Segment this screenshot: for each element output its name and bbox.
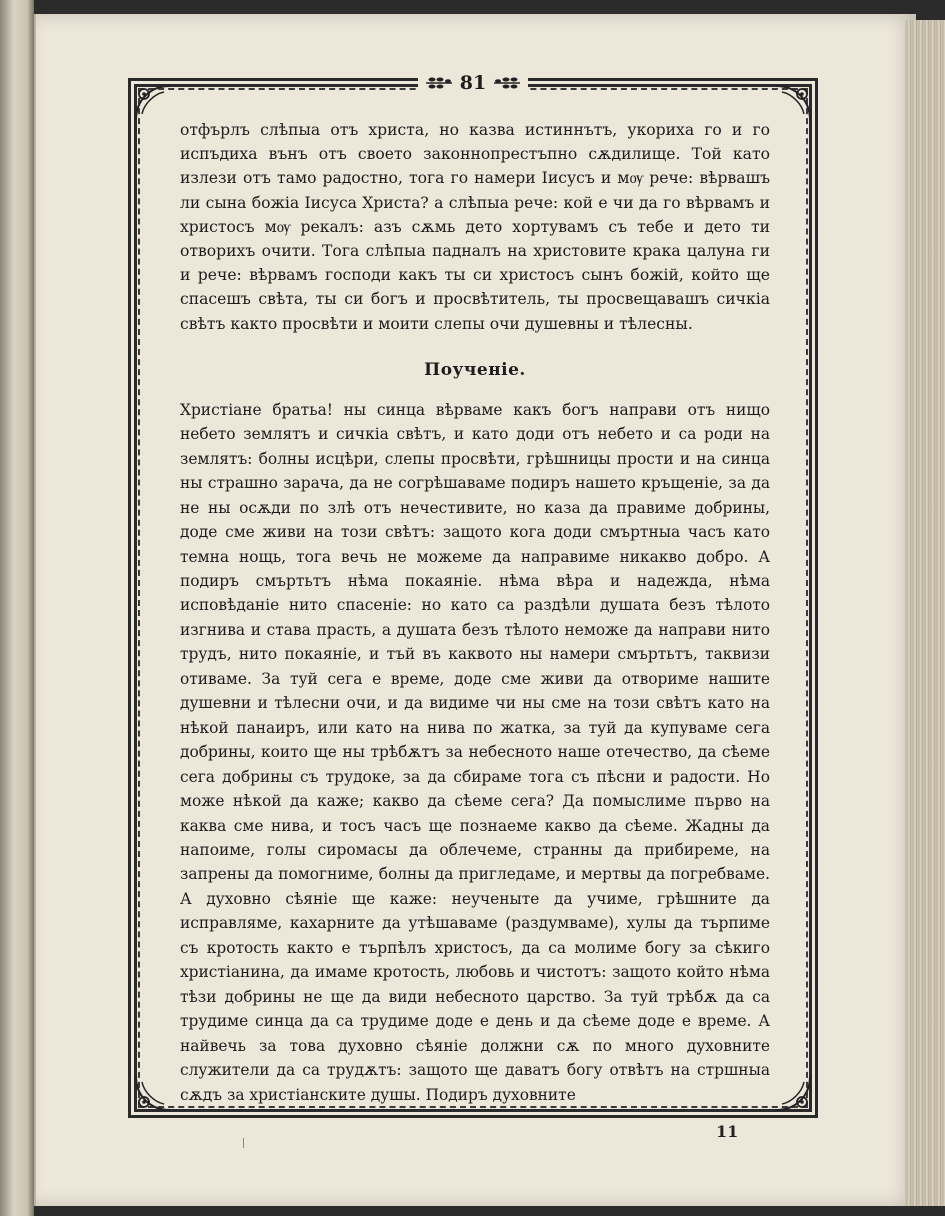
page-edges bbox=[905, 20, 945, 1206]
laurel-left-icon bbox=[424, 75, 454, 91]
signature-number: 11 bbox=[716, 1122, 739, 1141]
page-number: 81 bbox=[459, 72, 487, 94]
laurel-right-icon bbox=[492, 75, 522, 91]
scroll-corner-icon bbox=[130, 80, 176, 126]
print-mark bbox=[243, 1138, 244, 1148]
book-spine bbox=[0, 0, 34, 1216]
page-body bbox=[180, 118, 770, 1107]
scroll-corner-icon bbox=[130, 1070, 176, 1116]
scroll-corner-icon bbox=[770, 1070, 816, 1116]
page-header bbox=[418, 66, 528, 100]
scroll-corner-icon bbox=[770, 80, 816, 126]
sermon-paragraph: Христіане братьа! ны синца вѣрваме какъ богъ направи отъ нищо небето землятъ и сичкіа свѣтъ, и като доди отъ небето и са роди на землятъ: болны исцѣри, слепы просвѣти, грѣшницы прости и на синца ны страшно зарача, да не согрѣшаваме подиръ нашето кръщеніе, за да не ны осѫди по злѣ отъ нечестивите, но каза да правиме добрины, доде сме живи на този свѣтъ: защото кога доди смъртныа часъ като темна нощь, тога вечь не можеме да направиме никакво добро. А подиръ смъртьтъ нѣма покаяніе. нѣма вѣра и надежда, нѣма исповѣданіе нито спасеніе: но като са раздѣли душата безъ тѣлото изгнива и става прасть, а душата безъ тѣлото неможе да направи нито трудъ, нито покаяніе, и тъй въ каквото ны намери смъртьтъ, таквизи отиваме. За туй сега е време, доде сме живи да отвориме нашите душевни и тѣлесни очи, и да видиме чи ны сме на този свѣтъ като на нѣкой панаиръ, или като на нива по жатка, за туй да купуваме сега добрины, които ще ны трѣбѫтъ за небесното наше отечество, да сѣеме сега добрины съ трудоке, за да сбираме тога съ пѣсни и радости. Но може нѣкой да каже; какво да сѣеме сега? Да помыслиме първо на каква сме нива, и тосъ часъ ще познаеме какво да сѣеме. Жадны да напоиме, голы сиромасы да облечеме, странны да прибиреме, на запрены да помогниме, болны да пригледаме, и мертвы да погребваме. А духовно сѣяніе ще каже: неученыте да учиме, грѣшните да исправляме, кахарните да утѣшаваме (раздумваме), хулы да търпиме съ кротость както е търпѣлъ христосъ, да са молиме богу за сѣкиго христіанина, да имаме кротость, любовь и чистотъ: защото който нѣма тѣзи добрины не ще да види небесното царство. За туй трѣбѫ да са трудиме синца да са трудиме доде е день и да сѣеме доде е време. А найвечь за това духовно сѣяніе должни сѫ по много духовните служители да са трудѫтъ: защото ще даватъ богу отвѣтъ на стршныа сѫдъ за христіанските душы. Подиръ духовните bbox=[180, 400, 770, 1104]
section-heading: Поученіе. bbox=[424, 359, 526, 380]
intro-paragraph: отфърлъ слѣпыа отъ христа, но казва истиннътъ, укориха го и го испъдиха вънъ отъ своето законнопрестъпно сѫдилище. Той като излези отъ тамо радостно, тога го намери Iисусъ и мѹ рече: вѣрвашъ ли сына божіа Iисуса Христа? а слѣпыа рече: кой е чи да го вѣрвамъ и христосъ мѹ рекалъ: азъ сѫмь дето хортувамъ съ тебе и дето ти отворихъ очити. Тога слѣпыа падналъ на христовите крака цалуна ги и рече: вѣрвамъ господи какъ ты си христосъ сынъ божій, който ще спасешъ свѣта, ты си богъ и просвѣтитель, ты просвещавашъ сичкіа свѣтъ както просвѣти и моити слепы очи душевны и тѣлесны. bbox=[180, 121, 770, 333]
